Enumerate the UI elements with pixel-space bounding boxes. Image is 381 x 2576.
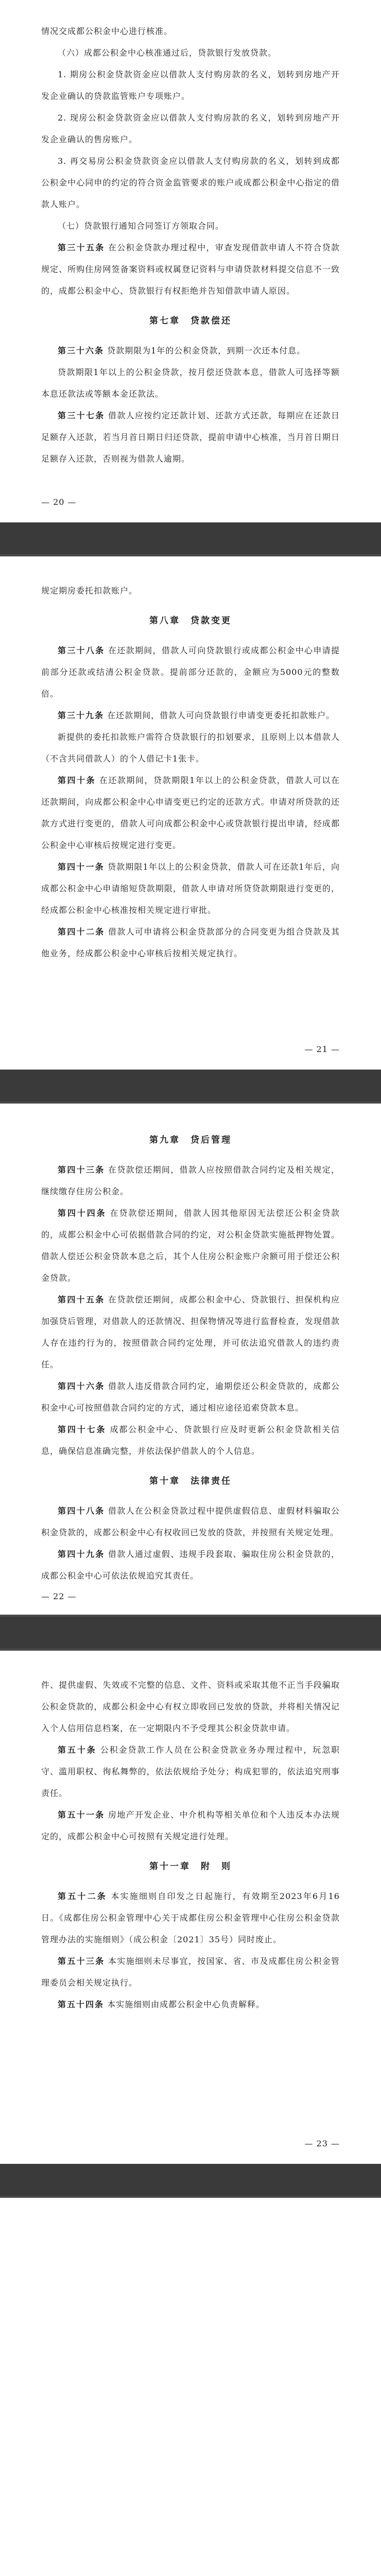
paragraph-text: 在还款期间，贷款期限1年以上的公积金贷款，借款人可以在还款期间，向成都公积金中心申请变更已约定的还款方式。申请对所贷款的还款方式进行变更的，借款人可向成都公积金中心或贷款银行提出申请，经成都公积金中心审核后按规定进行变更。 (41, 775, 340, 850)
paragraph-text: 贷款期限为1年的公积金贷款，到期一次还本付息。 (104, 346, 306, 355)
paragraph (41, 237, 340, 302)
article-number: 第四十六条 (58, 1381, 105, 1391)
paragraph (41, 340, 340, 362)
chapter-10-heading: 第十章 法律责任 (149, 1476, 232, 1486)
page-number-21: — 21 — (304, 1044, 340, 1054)
article-number: 第四十九条 (58, 1549, 105, 1559)
article-number: 第四十条 (58, 775, 96, 785)
paragraph (41, 107, 340, 150)
chapter-11-heading: 第十一章 附 则 (149, 1861, 232, 1872)
paragraph-text: 成都公积金中心、贷款银行应及时更新公积金贷款相关信息，确保信息准确完整，并依法保护借款人的个人信息。 (41, 1425, 340, 1456)
paragraph-text: 借款人通过虚假、违规手段套取、骗取住房公积金贷款的，成都公积金中心可依法依规追究其责任。 (41, 1549, 340, 1581)
article-number: 第三十八条 (58, 646, 105, 655)
article-number: 第五十四条 (58, 1999, 105, 2009)
paragraph-text: 在还款期间，借款人可向贷款银行或成都公积金中心申请提前部分还款或结清公积金贷款。提前部分还款的，金额应为5000元的整数倍。 (41, 646, 340, 699)
paragraph-text: 在公积金贷款办理过程中，审查发现借款申请人不符合贷款规定、所购住房网签备案资料或权属登记资料与申请贷款材料提交信息不一致的，成都公积金中心、贷款银行有权拒绝并告知借款申请人原因。 (41, 243, 340, 296)
paragraph (41, 21, 340, 42)
paragraph-text: 2. 现房公积金贷款资金应以借款人支付购房款的名义，划转到房地产开发企业确认的售房账户。 (41, 113, 340, 144)
article-number: 第三十五条 (58, 243, 105, 252)
chapter-9-heading: 第九章 贷后管理 (149, 1135, 232, 1145)
paragraph-text: 新提供的委托扣款账户需符合贷款银行的扣划要求，且原则上以本借款人（不含共同借款人）的个人借记卡1张卡。 (41, 732, 340, 764)
paragraph (41, 1419, 340, 1462)
article-number: 第四十一条 (58, 862, 105, 872)
paragraph-text: 情况交成都公积金中心进行核准。 (41, 26, 173, 36)
page-22-body-b (41, 1500, 340, 1587)
paragraph (41, 64, 340, 107)
article-number: 第五十二条 (58, 1891, 108, 1901)
paragraph (41, 1376, 340, 1419)
paragraph (41, 1289, 340, 1376)
page-21 (0, 554, 381, 1070)
paragraph (41, 1886, 340, 1951)
paragraph (41, 580, 340, 602)
paragraph (41, 705, 340, 726)
page-number-23: — 23 — (304, 2139, 340, 2148)
paragraph-text: 在贷款偿还期间，借款人因其他原因无法偿还公积金贷款的，成都公积金中心可依据借款合同的约定，对公积金贷款实施抵押物处置。借款人偿还公积金贷款本息之后，其个人住房公积金账户余额可用于偿还公积金贷款。 (41, 1208, 340, 1283)
page-20 (0, 0, 381, 522)
page-20-body-b (41, 340, 340, 470)
paragraph-text: 1. 期房公积金贷款资金应以借款人支付购房款的名义，划转到房地产开发企业确认的贷款监管账户专项账户。 (41, 70, 340, 101)
paragraph-text: 借款人违反借款合同约定，逾期偿还公积金贷款的，成都公积金中心可按照借款合同约定的方式，通过相应途径追索贷款本息。 (41, 1381, 340, 1413)
article-number: 第三十七条 (58, 411, 105, 420)
paragraph (41, 1994, 340, 2015)
paragraph (41, 1739, 340, 1804)
paragraph (41, 1202, 340, 1289)
paragraph (41, 362, 340, 405)
paragraph (41, 1951, 340, 1994)
paragraph-text: 本实施细则自印发之日起施行，有效期至2023年6月16日。《成都住房公积金管理中心关于成都住房公积金管理中心住房公积金贷款管理办法的实施细则》（成公积金〔2021〕35号）同时废止。 (41, 1891, 340, 1944)
paragraph (41, 921, 340, 964)
article-number: 第三十九条 (58, 710, 105, 720)
paragraph-text: （六）成都公积金中心核准通过后，贷款银行发放贷款。 (58, 48, 277, 58)
page-number-20: — 20 — (41, 497, 77, 507)
chapter-7-heading: 第七章 贷款偿还 (149, 316, 232, 326)
paragraph (41, 770, 340, 856)
article-number: 第三十六条 (58, 346, 105, 355)
article-number: 第四十五条 (58, 1295, 105, 1304)
paragraph-text: 规定期房委托扣款账户。 (41, 586, 138, 596)
paragraph-text: 借款人应按约定还款计划、还款方式还款，每期应在还款日足额存入还款，若当月首日期日归还贷款，提前申请中心核准，当月首日期日足额存入还款，否则视为借款人逾期。 (41, 411, 340, 464)
paragraph-text: 本实施细则未尽事宜，按国家、省、市及成都住房公积金管理委员会相关规定执行。 (41, 1956, 340, 1988)
article-number: 第五十一条 (58, 1810, 105, 1820)
paragraph (41, 42, 340, 64)
paragraph-text: 本实施细则由成都公积金中心负责解释。 (104, 1999, 265, 2009)
page-20-body-a (41, 21, 340, 302)
paragraph (41, 640, 340, 705)
page-22-body-a (41, 1159, 340, 1462)
paragraph (41, 1500, 340, 1544)
article-number: 第四十八条 (58, 1506, 105, 1516)
paragraph-text: 房地产开发企业、中介机构等相关单位和个人违反本办法规定的，成都公积金中心可按照有关规定进行处理。 (41, 1810, 340, 1841)
paragraph-text: 3. 再交易房公积金贷款资金应以借款人支付购房款的名义，划转到成都公积金中心同申的约定的符合资金监管要求的账户或成都公积金中心指定的借款人账户。 (41, 156, 340, 209)
paragraph-text: 在贷款偿还期间，借款人应按照借款合同约定及相关规定，继续缴存住房公积金。 (41, 1165, 340, 1196)
paragraph (41, 215, 340, 237)
paragraph-text: 借款人可申请将公积金贷款部分的合同变更为组合贷款及其他业务，经成都公积金中心审核后按相关规定执行。 (41, 927, 340, 958)
chapter-8-heading: 第八章 贷款变更 (149, 616, 232, 626)
page-21-body-b (41, 640, 340, 964)
article-number: 第四十四条 (58, 1208, 107, 1218)
article-number: 第五十三条 (58, 1956, 105, 1966)
article-number: 第五十条 (58, 1745, 97, 1755)
article-number: 第四十七条 (58, 1425, 107, 1434)
page-24 (0, 2196, 381, 2576)
paragraph (41, 1804, 340, 1848)
paragraph-text: 在贷款偿还期间，成都公积金中心、贷款银行、担保机构应加强贷后管理，对借款人的还款情况、担保物情况等进行监督检查，发现借款人存在违约行为的，按照借款合同约定处理，并可依法追究借款人的违约责任。 (41, 1295, 340, 1369)
paragraph (41, 856, 340, 921)
paragraph (41, 1544, 340, 1587)
paragraph-text: 在还款期间，借款人可向贷款银行申请变更委托扣款账户。 (104, 710, 335, 720)
paragraph-text: （七）贷款银行通知合同签订方领取合同。 (58, 221, 224, 231)
page-21-body-a (41, 580, 340, 602)
paragraph (41, 150, 340, 215)
paragraph (41, 726, 340, 770)
article-number: 第四十三条 (58, 1165, 105, 1175)
page-23 (0, 1649, 381, 2164)
page-22 (0, 1101, 381, 1617)
paragraph-text: 贷款期限1年以上的公积金贷款，按月偿还贷款本息，借款人可选择等额本息还款法或等额本金还款法。 (41, 367, 340, 399)
page-23-body-b (41, 1886, 340, 2015)
paragraph-text: 件、提供虚假、失效或不完整的信息、文件、资料或采取其他不正当手段骗取公积金贷款的，成都公积金中心有权立即收回已发放的贷款，并将相关情况记入个人信用信息档案，在一定期限内不予受理其公积金贷款申请。 (41, 1680, 340, 1733)
paragraph-text: 贷款期限1年以上的公积金贷款，借款人可在还款1年后，向成都公积金中心申请缩短贷款期限，借款人申请对所贷贷款期限进行变更的，经成都公积金中心核准按相关规定进行审批。 (41, 862, 340, 915)
page-23-body-a (41, 1674, 340, 1848)
article-number: 第四十二条 (58, 927, 105, 937)
paragraph-text: 公积金贷款工作人员在公积金贷款业务办理过程中，玩忽职守、滥用职权、徇私舞弊的，依法依规给予处分；构成犯罪的，依法追究刑事责任。 (41, 1745, 340, 1798)
page-number-22: — 22 — (41, 1591, 77, 1601)
paragraph-text: 借款人在公积金贷款过程中提供虚假信息、虚假材料骗取公积金贷款的，成都公积金中心有权收回已发放的贷款，并按照有关规定处理。 (41, 1506, 340, 1537)
paragraph (41, 1159, 340, 1202)
paragraph (41, 405, 340, 470)
paragraph (41, 1674, 340, 1739)
